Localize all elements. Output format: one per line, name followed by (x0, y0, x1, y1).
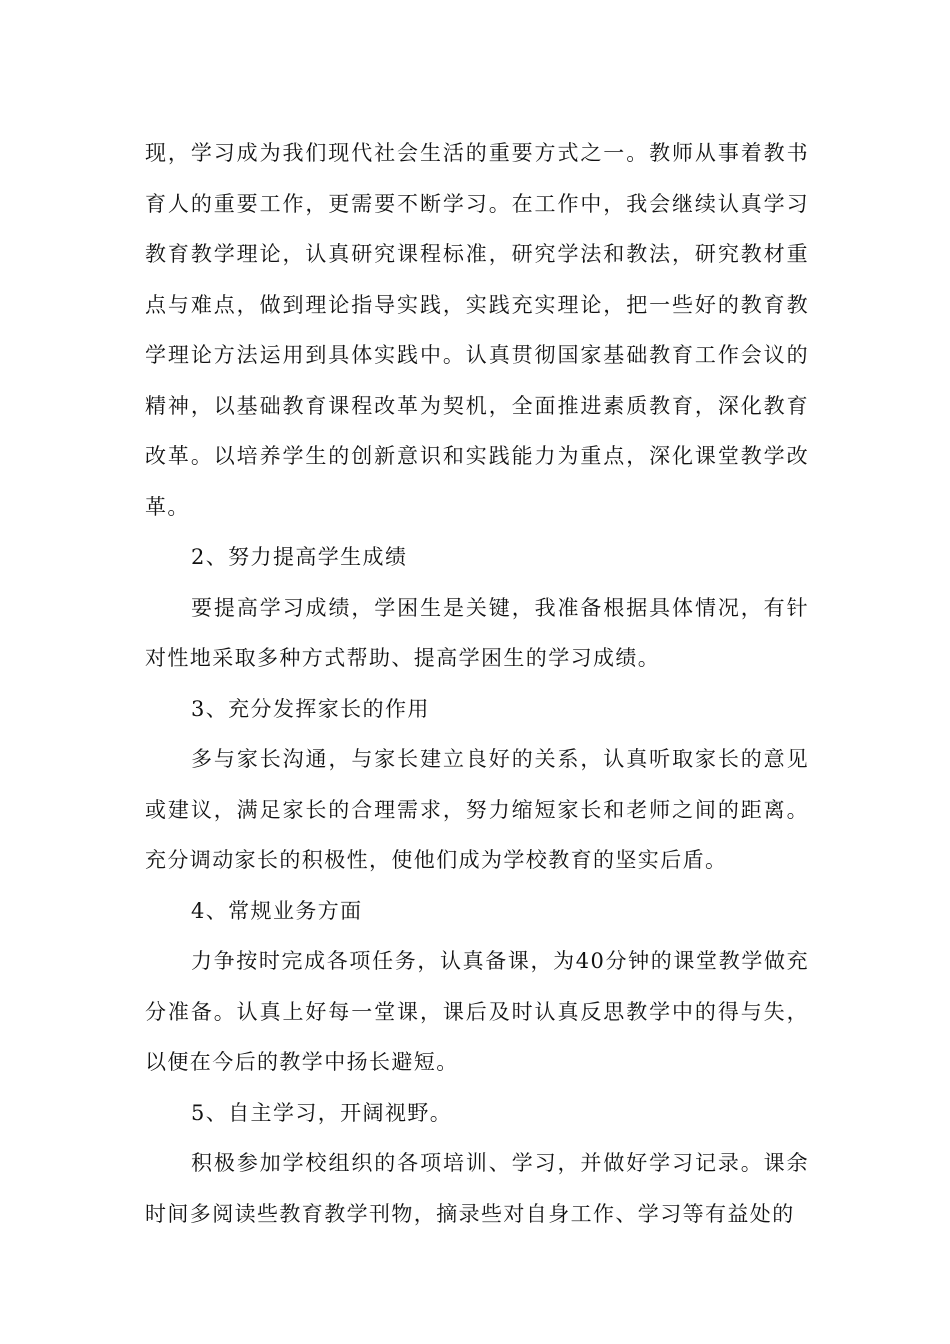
heading-routine-work: 4、常规业务方面 (191, 898, 363, 923)
paragraph-study-continuation: 现，学习成为我们现代社会生活的重要方式之一。教师从事着教书育人的重要工作，更需要不断学习。在工作中，我会继续认真学习教育教学理论，认真研究课程标准，研究学法和教法，研究教材重点与难点，做到理论指导实践，实践充实理论，把一些好的教育教学理论方法运用到具体实践中。认真贯彻国家基础教育工作会议的精神，以基础教育课程改革为契机，全面推进素质教育，深化教育改革。以培养学生的创新意识和实践能力为重点，深化课堂教学改革。 (145, 141, 809, 519)
paragraph-self-study: 积极参加学校组织的各项培训、学习，并做好学习记录。课余时间多阅读些教育教学刊物，摘录些对自身工作、学习等有益处的 (145, 1151, 809, 1226)
paragraph-parents-role: 多与家长沟通，与家长建立良好的关系，认真听取家长的意见或建议，满足家长的合理需求，努力缩短家长和老师之间的距离。充分调动家长的积极性，使他们成为学校教育的坚实后盾。 (145, 747, 809, 872)
document-body (145, 128, 809, 1239)
heading-improve-student-scores: 2、努力提高学生成绩 (191, 545, 408, 569)
heading-parents-role: 3、充分发挥家长的作用 (191, 696, 430, 721)
heading-self-study: 5、自主学习，开阔视野。 (191, 1100, 453, 1125)
paragraph-improve-student-scores: 要提高学习成绩，学困生是关键，我准备根据具体情况，有针对性地采取多种方式帮助、提高学困生的学习成绩。 (145, 595, 809, 670)
paragraph-routine-work: 力争按时完成各项任务，认真备课，为40分钟的课堂教学做充分准备。认真上好每一堂课，课后及时认真反思教学中的得与失，以便在今后的教学中扬长避短。 (145, 949, 809, 1074)
